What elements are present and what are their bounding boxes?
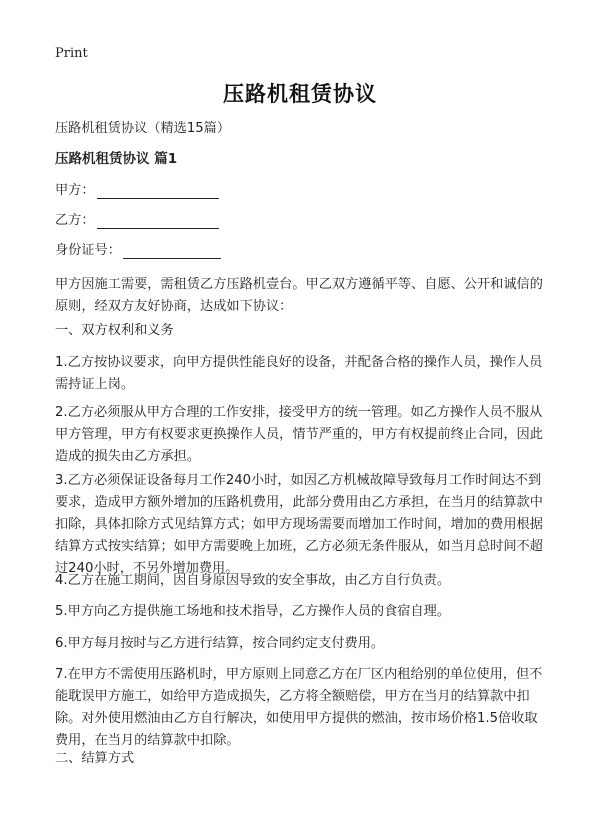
id-number-blank-line xyxy=(123,242,221,259)
party-b-field xyxy=(55,210,219,232)
party-a-label: 甲方： xyxy=(55,183,95,198)
clause-5: 5.甲方向乙方提供施工场地和技术指导，乙方操作人员的食宿自理。 xyxy=(55,604,451,619)
clause-4: 4.乙方在施工期间，因自身原因导致的安全事故，由乙方自行负责。 xyxy=(55,573,451,588)
intro-paragraph: 甲方因施工需要，需租赁乙方压路机壹台。甲乙双方遵循平等、自愿、公开和诚信的原则，经双方友好协商，达成如下协议： xyxy=(55,277,543,314)
heading-rights-obligations: 一、双方权利和义务 xyxy=(55,323,174,338)
party-b-blank-line xyxy=(97,212,219,229)
id-number-label: 身份证号： xyxy=(55,243,121,258)
heading-settlement-method: 二、结算方式 xyxy=(55,751,135,766)
id-number-field xyxy=(55,240,221,262)
print-link[interactable]: Print xyxy=(55,46,88,61)
clause-1: 1.乙方按协议要求，向甲方提供性能良好的设备，并配备合格的操作人员，操作人员需持证上岗。 xyxy=(55,355,543,392)
party-a-blank-line xyxy=(97,182,219,199)
section-title: 压路机租赁协议 篇1 xyxy=(55,151,178,167)
clause-3: 3.乙方必须保证设备每月工作240小时，如因乙方机械故障导致每月工作时间达不到要求，造成甲方额外增加的压路机费用，此部分费用由乙方承担，在当月的结算款中扣除，具体扣除方式见结算方式；如甲方现场需要而增加工作时间，增加的费用根据结算方式按实结算；如甲方需要晚上加班，乙方必须无条件服从，如当月总时间不超过240小时，不另外增加费用。 xyxy=(55,473,543,576)
clause-2: 2.乙方必须服从甲方合理的工作安排，接受甲方的统一管理。如乙方操作人员不服从甲方管理，甲方有权要求更换操作人员，情节严重的，甲方有权提前终止合同，因此造成的损失由乙方承担。 xyxy=(55,405,543,464)
document-title: 压路机租赁协议 xyxy=(223,82,377,106)
clause-6: 6.甲方每月按时与乙方进行结算，按合同约定支付费用。 xyxy=(55,636,385,651)
document-subtitle: 压路机租赁协议（精选15篇） xyxy=(55,121,231,136)
clause-7: 7.在甲方不需使用压路机时，甲方原则上同意乙方在厂区内租给别的单位使用，但不能耽误甲方施工，如给甲方造成损失，乙方将全额赔偿，甲方在当月的结算款中扣除。对外使用燃油由乙方自行解决，如使用甲方提供的燃油，按市场价格1.5倍收取费用，在当月的结算款中扣除。 xyxy=(55,667,543,748)
party-b-label: 乙方： xyxy=(55,213,95,228)
party-a-field xyxy=(55,180,219,202)
